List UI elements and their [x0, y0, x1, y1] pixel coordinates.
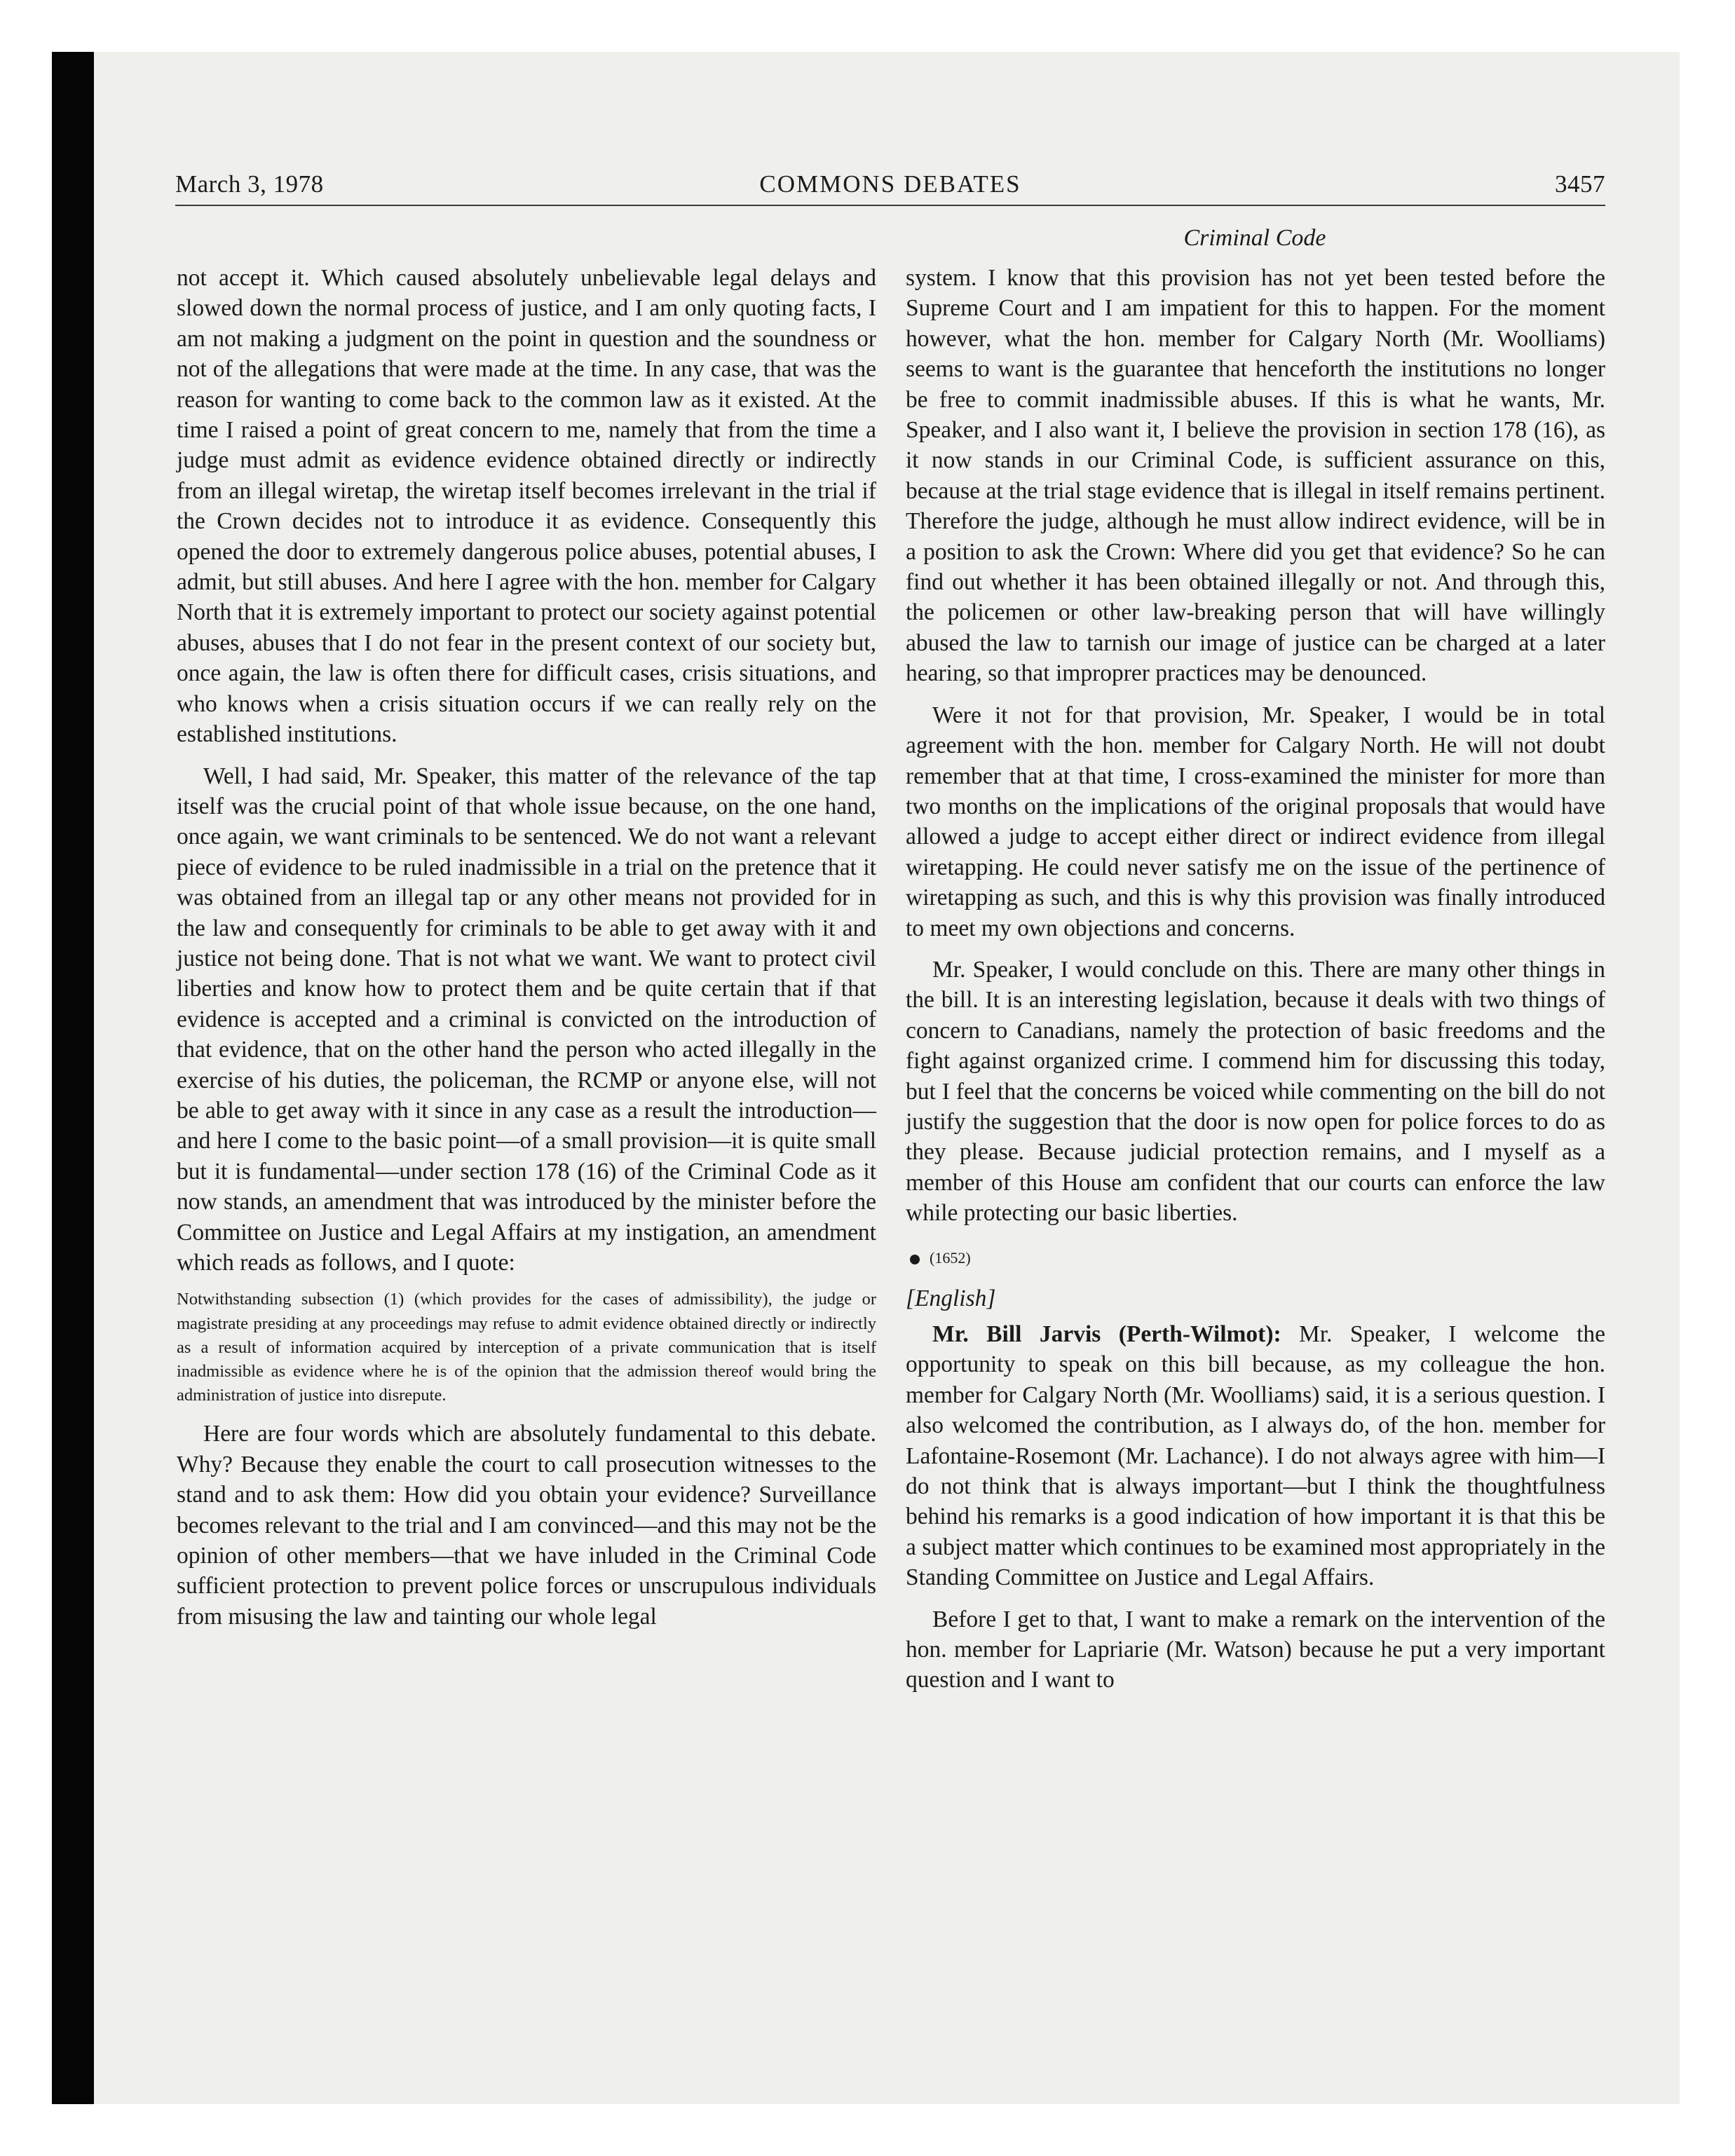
- header-date: March 3, 1978: [175, 170, 324, 198]
- left-paragraph-2: Well, I had said, Mr. Speaker, this matter of the relevance of the tap itself was the crucial point of that whole issue because, on the one hand, once again, we want criminals to be sentenced. We do not want a relevant piece of evidence to be ruled inadmissible in a trial on the pretence that it was obtained from an illegal tap or any other means not provided for in the law and consequently for criminals to be able to get away with it and justice not being done. That is not what we want. We want to protect civil liberties and know how to protect them and be quite certain that if that evidence is accepted and a criminal is convicted on the introduction of that evidence, that on the other hand the person who acted illegally in the exercise of his duties, the policeman, the RCMP or anyone else, will not be able to get away with it since in any case as a result the introduction—and here I come to the basic point—of a small provision—it is quite small but it is fundamental—under section 178 (16) of the Criminal Code as it now stands, an amendment that was introduced by the minister before the Committee on Justice and Legal Affairs at my instigation, an amendment which reads as follows, and I quote:: [177, 763, 876, 1276]
- speaker-name: Mr. Bill Jarvis (Perth-Wilmot):: [932, 1321, 1281, 1347]
- page-header: [175, 167, 1605, 203]
- language-tag: [English]: [906, 1285, 996, 1311]
- left-paragraph-3: Here are four words which are absolutely fundamental to this debate. Why? Because they enable the court to call prosecution witnesses to the stand and to ask them: How did you obtain your evidence? Surveillance becomes relevant to the trial and I am convinced—and this may not be the opinion of other members—that we have inluded in the Criminal Code sufficient protection to prevent police forces or unscrupulous individuals from misusing the law and tainting our whole legal: [177, 1421, 876, 1630]
- binding-edge: [52, 52, 94, 2104]
- bullet-icon: [910, 1255, 920, 1264]
- speech-paragraph: [906, 1319, 1605, 1593]
- header-page-number: 3457: [1555, 170, 1605, 198]
- right-paragraph-2: Were it not for that provision, Mr. Speaker, I would be in total agreement with the hon. member for Calgary North. He will not doubt remember that at that time, I cross-examined the minister for more than two months on the implications of the original proposals that would have allowed a judge to accept either direct or indirect evidence from illegal wiretapping. He could never satisfy me on the issue of the pertinence of wiretapping as such, and this is why this provision was finally introduced to meet my own objections and concerns.: [906, 702, 1605, 941]
- left-column: [177, 263, 876, 1632]
- block-quote: Notwithstanding subsection (1) (which provides for the cases of admissibility), the judge or magistrate presiding at any proceedings may refuse to admit evidence obtained directly or indirectly as a result of information acquired by interception of a private communication that is itself inadmissible as evidence where he is of the opinion that the admission thereof would bring the administration of justice into disrepute.: [177, 1290, 876, 1405]
- header-rule: [175, 205, 1605, 206]
- time-marker-text: (1652): [930, 1248, 971, 1267]
- subject-heading: Criminal Code: [1183, 225, 1326, 251]
- header-publication: COMMONS DEBATES: [759, 170, 1021, 198]
- left-paragraph-1: not accept it. Which caused absolutely unbelievable legal delays and slowed down the normal process of justice, and I am only quoting facts, I am not making a judgment on the point in question and the soundness or not of the allegations that were made at the time. In any case, that was the reason for wanting to come back to the common law as it existed. At the time I raised a point of great concern to me, namely that from the time a judge must admit as evidence evidence obtained directly or indirectly from an illegal wiretap, the wiretap itself becomes irrelevant in the trial if the Crown decides not to introduce it as evidence. Consequently this opened the door to extremely dangerous police abuses, potential abuses, I admit, but still abuses. And here I agree with the hon. member for Calgary North that it is extremely important to protect our society against potential abuses, abuses that I do not fear in the present context of our society but, once again, the law is often there for difficult cases, crisis situations, and who knows when a crisis situation occurs if we can really rely on the established institutions.: [177, 265, 876, 748]
- right-paragraph-5: Before I get to that, I want to make a remark on the intervention of the hon. member for Lapriarie (Mr. Watson) because he put a very important question and I want to: [906, 1606, 1605, 1693]
- time-marker: [906, 1243, 1605, 1274]
- right-paragraph-1: system. I know that this provision has not yet been tested before the Supreme Court and I am impatient for this to happen. For the moment however, what the hon. member for Calgary North (Mr. Woolliams) seems to want is the guarantee that henceforth the institutions no longer be free to commit inadmissible abuses. If this is what he wants, Mr. Speaker, and I also want it, I believe the provision in section 178 (16), as it now stands in our Criminal Code, is sufficient assurance on this, because at the trial stage evidence that is illegal in itself remains pertinent. Therefore the judge, although he must allow indirect evidence, will be in a position to ask the Crown: Where did you get that evidence? So he can find out whether it has been obtained illegally or not. And through this, the policemen or other law-breaking person that will have willingly abused the law to tarnish our image of justice can be charged at a later hearing, so that improprer practices may be denounced.: [906, 265, 1605, 687]
- right-column: [906, 263, 1605, 1696]
- right-paragraph-3: Mr. Speaker, I would conclude on this. There are many other things in the bill. It is an interesting legislation, because it deals with two things of concern to Canadians, namely the protection of basic freedoms and the fight against organized crime. I commend him for discussing this today, but I feel that the concerns be voiced while commenting on the bill do not justify the suggestion that the door is now open for police forces to do as they please. Because judicial protection remains, and I myself as a member of this House am confident that our courts can enforce the law while protecting our basic liberties.: [906, 956, 1605, 1227]
- speech-text: Mr. Speaker, I welcome the opportunity to speak on this bill because, as my colleague the hon. member for Calgary North (Mr. Woolliams) said, it is a serious question. I also welcomed the contribution, as I always do, of the hon. member for Lafontaine-Rosemont (Mr. Lachance). I do not always agree with him—I do not think that is always important—but I think the thoughtfulness behind his remarks is a good indication of how important it is that this be a subject matter which continues to be examined most appropriately in the Standing Committee on Justice and Legal Affairs.: [906, 1321, 1605, 1591]
